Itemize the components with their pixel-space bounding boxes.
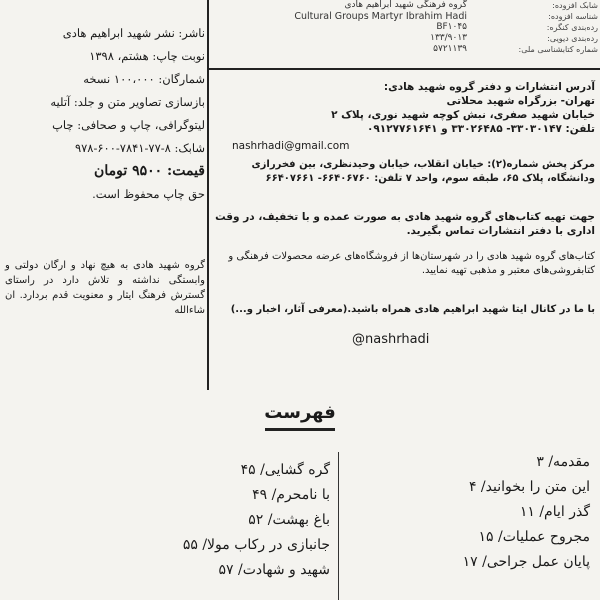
publisher-note: گروه شهید هادی به هیچ نهاد و ارگان دولتی و وابستگی نداشته و تلاش دارد در راستای گسترش فرهنگ ایثار و معنویت قدم بردارد. ان شاءالله	[5, 260, 205, 316]
design-credit: بازسازی تصاویر متن و جلد: آتلیه	[50, 95, 205, 109]
toc-item[interactable]: مجروح عملیات/ ۱۵	[478, 529, 590, 545]
catalog-label: رده‌بندی کنگره:	[546, 23, 598, 32]
toc-item[interactable]: گره گشایی/ ۴۵	[240, 462, 330, 478]
column-divider	[207, 0, 209, 390]
channel-note: با ما در کانال ایتا شهید ابراهیم هادی همراه باشید.(معرفی آثار، اخبار و...)	[230, 304, 595, 315]
toc-column-right	[310, 450, 590, 575]
toc-item[interactable]: مقدمه/ ۳	[536, 454, 590, 470]
address-line: خیابان شهید صفری، نبش کوچه شهید نوری، پلاک ۲	[331, 109, 595, 121]
toc-item[interactable]: شهید و شهادت/ ۵۷	[218, 562, 330, 578]
toc-item[interactable]: پایان عمل جراحی/ ۱۷	[462, 554, 590, 570]
national-bib-number: ۵۷۲۱۱۳۹	[433, 44, 467, 54]
catalog-label: شابک افزوده:	[552, 1, 598, 10]
org-name-fa: گروه فرهنگی شهید ابراهیم هادی	[344, 0, 467, 10]
phone-line: تلفن: ۳۳۰۳۰۱۴۷- ۳۳۰۲۶۴۸۵ و ۰۹۱۲۷۷۶۱۶۴۱	[366, 123, 595, 135]
congress-code: BF۱۰۴۵	[436, 22, 467, 32]
org-name-en: Cultural Groups Martyr Ibrahim Hadi	[294, 11, 467, 22]
stores-note: کتاب‌های گروه شهید هادی را در شهرستان‌ها از فروشگاه‌های عرضه محصولات فرهنگی و کتابفروشی‌های معتبر و مذهبی تهیه نمایید.	[228, 251, 595, 276]
distribution-line: ودانشگاه، پلاک ۶۵، طبقه سوم، واحد ۷ تلفن: ۶۶۴۰۶۷۶۰- ۶۶۴۰۷۶۶۱	[265, 173, 595, 184]
price: قیمت: ۹۵۰۰ تومان	[94, 163, 205, 179]
toc-item[interactable]: گذر ایام/ ۱۱	[519, 504, 590, 520]
toc-title: فهرست	[264, 402, 336, 423]
toc-title-underline	[265, 428, 335, 431]
colophon-details	[5, 22, 205, 206]
catalog-label: شناسه افزوده:	[548, 12, 598, 21]
header-divider	[209, 68, 600, 70]
publisher: ناشر: نشر شهید ابراهیم هادی	[62, 26, 205, 40]
catalog-label: رده‌بندی دیویی:	[547, 34, 598, 43]
toc-item[interactable]: با نامحرم/ ۴۹	[252, 487, 330, 503]
address-block	[215, 80, 595, 136]
toc-item[interactable]: جانبازی در رکاب مولا/ ۵۵	[182, 537, 330, 553]
distribution-block	[215, 158, 595, 186]
print-run: شمارگان: ۱۰۰،۰۰۰ نسخه	[83, 72, 205, 86]
address-title: آدرس انتشارات و دفتر گروه شهید هادی:	[383, 81, 595, 93]
channel-handle[interactable]: @nashrhadi	[352, 332, 430, 347]
isbn: شابک: ۸-۷۷-۷۸۴۱-۶۰۰-۹۷۸	[74, 141, 205, 155]
dewey-code: ۱۳۳/۹۰۱۳	[430, 33, 467, 43]
catalog-label: شماره کتابشناسی ملی:	[518, 45, 598, 54]
catalog-labels	[470, 0, 598, 55]
email-link[interactable]: nashrhadi@gmail.com	[232, 140, 350, 152]
address-line: تهران- بزرگراه شهید محلاتی	[446, 95, 595, 107]
copyright-notice: حق چاپ محفوظ است.	[92, 187, 205, 201]
edition: نوبت چاپ: هشتم، ۱۳۹۸	[89, 49, 205, 63]
distribution-line: مرکز پخش شماره(۲): خیابان انقلاب، خیابان وحیدنظری، بین فخررازی	[251, 159, 595, 170]
printing-credit: لیتوگرافی، چاپ و صحافی: چاپ	[52, 118, 205, 132]
toc-column-left	[115, 458, 330, 583]
toc-item[interactable]: باغ بهشت/ ۵۲	[248, 512, 330, 528]
catalog-values	[272, 0, 467, 55]
wholesale-note: جهت تهیه کتاب‌های گروه شهید هادی به صورت عمده و با تخفیف، در وقت اداری با دفتر انتشارات تماس بگیرید.	[215, 211, 595, 237]
toc-item[interactable]: این متن را بخوانید/ ۴	[468, 479, 590, 495]
